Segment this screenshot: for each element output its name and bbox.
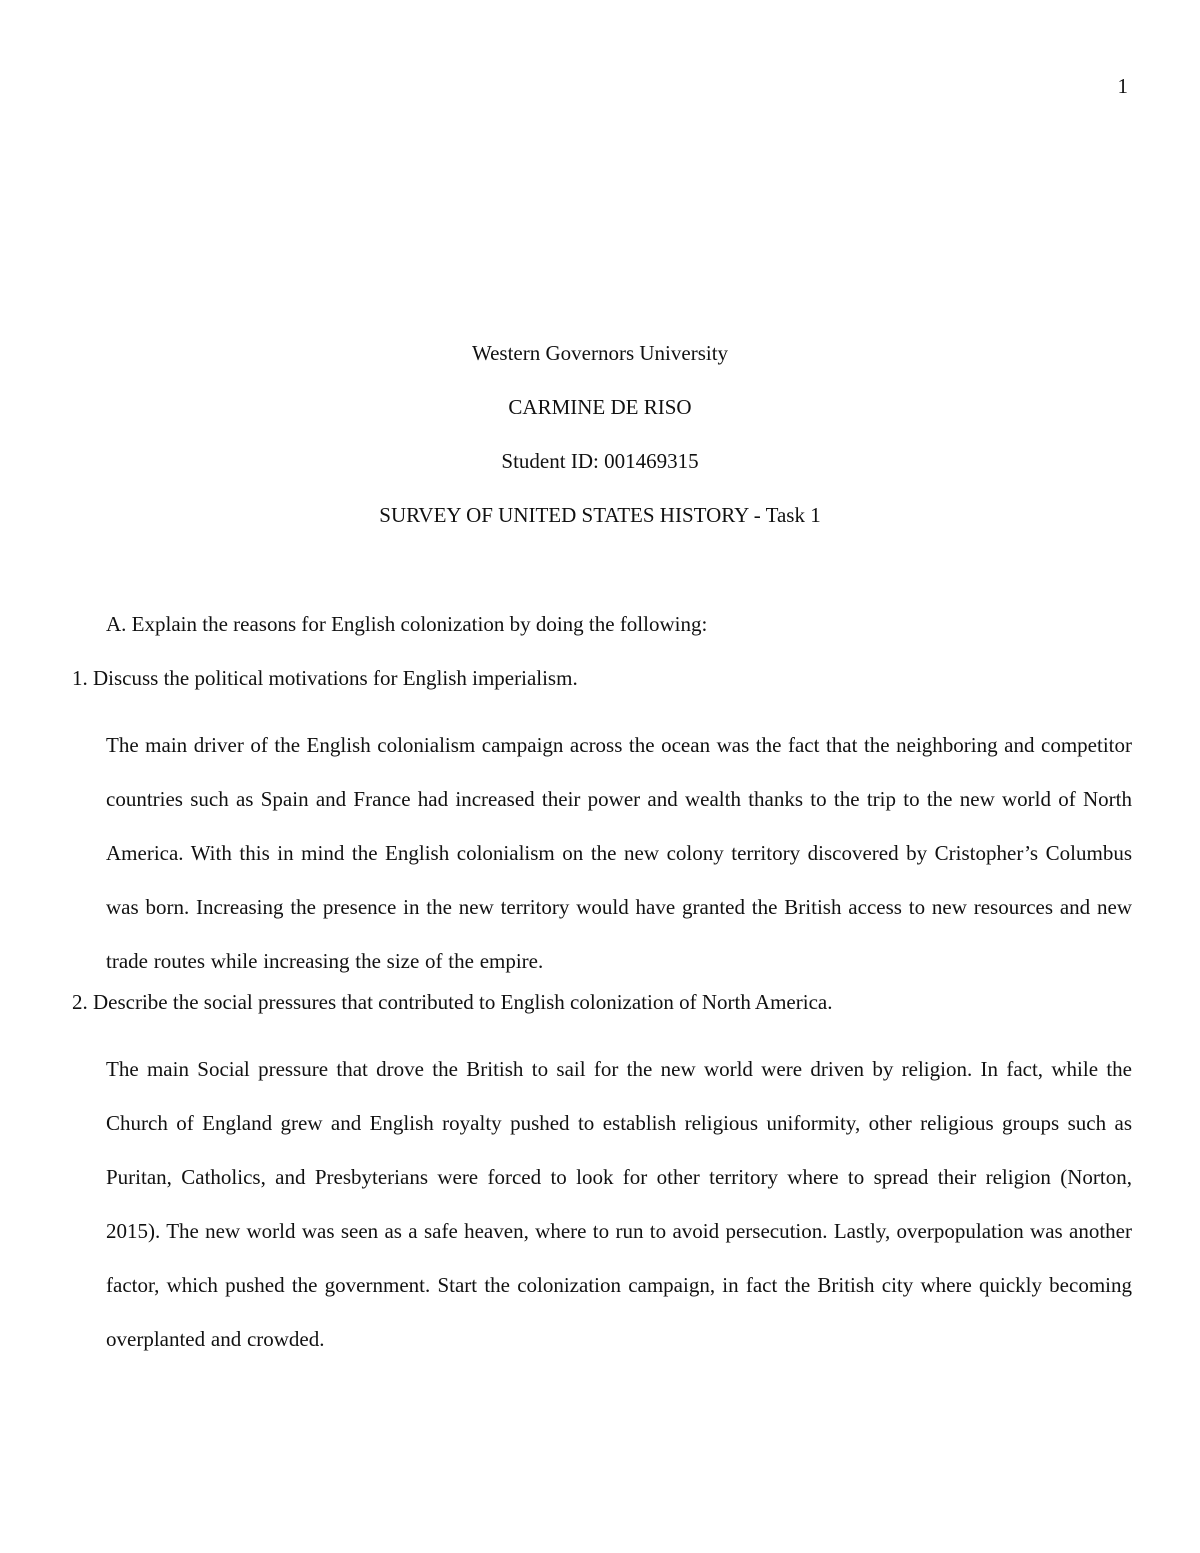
institution-name: Western Governors University — [471, 341, 729, 365]
question-1-answer — [72, 718, 1132, 988]
question-2-answer — [72, 1042, 1132, 1366]
question-2-answer-text: The main Social pressure that drove the British to sail for the new world were driven by religion. In fact, while the Church of England grew and English royalty pushed to establish religious uniformity, other religious groups such as Puritan, Catholics, and Presbyterians were forced to look for other territory where to spread their religion (Norton, 2015). The new world was seen as a safe heaven, where to run to avoid persecution. Lastly, overpopulation was another factor, which pushed the government. Start the colonization campaign, in fact the British city where quickly becoming overplanted and crowded. — [106, 1057, 1132, 1351]
question-1-answer-text: The main driver of the English colonialism campaign across the ocean was the fact that the neighboring and competitor countries such as Spain and France had increased their power and wealth thanks to the trip to the new world of North America. With this in mind the English colonialism on the new colony territory discovered by Cristopher’s Columbus was born. Increasing the presence in the new territory would have granted the British access to new resources and new trade routes while increasing the size of the empire. — [106, 733, 1132, 973]
question-2-prompt: 2. Describe the social pressures that contributed to English colonization of North America. — [72, 990, 833, 1014]
question-1-prompt: 1. Discuss the political motivations for English imperialism. — [72, 666, 578, 690]
author-name: CARMINE DE RISO — [508, 395, 692, 419]
course-title: SURVEY OF UNITED STATES HISTORY - Task 1 — [379, 503, 821, 527]
page-number: 1 — [1117, 74, 1128, 98]
student-id: Student ID: 001469315 — [501, 449, 699, 473]
section-a-heading: A. Explain the reasons for English colonization by doing the following: — [106, 612, 708, 636]
document-body — [72, 610, 1132, 1366]
title-block — [0, 339, 1200, 555]
